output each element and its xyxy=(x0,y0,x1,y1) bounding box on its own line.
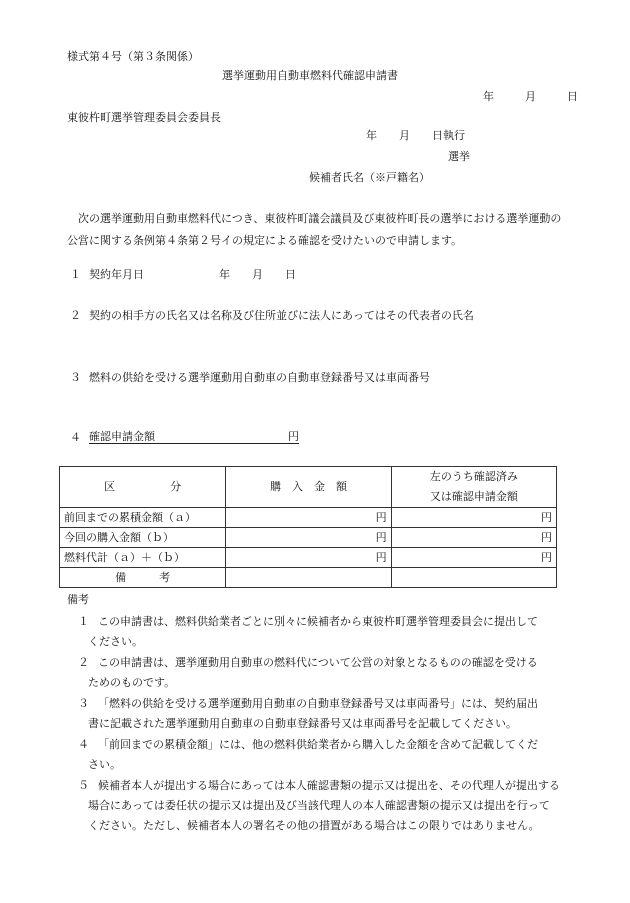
table-row xyxy=(60,528,557,548)
election-name: 選挙 xyxy=(448,150,470,163)
item-label: 確認申請金額 xyxy=(89,430,155,443)
item-number: ２ xyxy=(70,309,81,322)
note-text: 「燃料の供給を受ける選挙運動用自動車の自動車登録番号又は車両番号」には、契約届出 xyxy=(98,697,538,710)
confirmed-amount-cell: 円 xyxy=(391,528,556,548)
item-number: ４ xyxy=(70,430,81,444)
remarks-cell xyxy=(226,568,391,588)
item-label: 契約の相手方の氏名又は名称及び住所並びに法人にあってはその代表者の氏名 xyxy=(89,309,474,322)
confirmed-amount-cell: 円 xyxy=(391,548,556,568)
note-text: この申請書は、選挙運動用自動車の燃料代について公営の対象となるものの確認を受ける xyxy=(98,656,538,669)
table-header-row xyxy=(60,467,557,508)
confirmed-amount-cell: 円 xyxy=(391,508,556,528)
item-contract-party xyxy=(70,309,474,322)
note-text-cont: ください。ただし、候補者本人の署名その他の措置がある場合はこの限りではありません。 xyxy=(88,819,540,832)
note-text-cont: 書に記載された選挙運動用自動車の自動車登録番号又は車両番号を記載してください。 xyxy=(88,717,517,730)
header-category: 区 分 xyxy=(60,467,226,508)
note-text-cont: さい。 xyxy=(88,758,121,771)
purchase-amount-cell: 円 xyxy=(226,548,391,568)
row-label: 今回の購入金額（ｂ） xyxy=(60,528,226,548)
header-confirmed-amount xyxy=(391,467,556,508)
addressee: 東彼杵町選挙管理委員会委員長 xyxy=(67,111,221,124)
amount-underline xyxy=(89,430,299,444)
remarks-label: 備 考 xyxy=(60,568,226,588)
notes-title: 備考 xyxy=(67,593,89,606)
note-1 xyxy=(78,612,568,652)
note-text-cont: 場合にあっては委任状の提示又は提出及び当該代理人の本人確認書類の提示又は提出を行って xyxy=(88,799,550,812)
item-contract-date xyxy=(70,268,144,281)
note-number: ２ xyxy=(78,656,89,669)
note-4 xyxy=(78,735,568,775)
application-date xyxy=(483,90,578,103)
date-year: 年 xyxy=(483,90,494,103)
remarks-cell xyxy=(391,568,556,588)
notes-list xyxy=(78,612,568,837)
row-label: 燃料代計（ａ）＋（ｂ） xyxy=(60,548,226,568)
item-label: 契約年月日 xyxy=(89,268,144,281)
application-statement: 次の選挙運動用自動車燃料代につき、東彼杵町議会議員及び東彼杵町長の選挙における選挙運動の公営に関する条例第４条第２号イの規定による確認を受けたいので申請します。 xyxy=(67,212,562,247)
note-text-cont: ためのものです。 xyxy=(88,676,176,689)
note-text-cont: ください。 xyxy=(88,635,143,648)
election-date: 年 月 日執行 xyxy=(366,129,465,142)
header-confirmed-line1: 左のうち確認済み xyxy=(429,470,518,483)
header-purchase-amount: 購 入 金 額 xyxy=(226,467,391,508)
form-number: 様式第４号（第３条関係） xyxy=(67,50,199,63)
note-number: ３ xyxy=(78,697,89,710)
note-number: ４ xyxy=(78,738,89,751)
contract-date-field: 年 月 日 xyxy=(219,268,296,281)
item-vehicle-number xyxy=(70,371,430,384)
date-day: 日 xyxy=(567,90,578,103)
note-number: １ xyxy=(78,615,89,628)
table-row xyxy=(60,508,557,528)
purchase-amount-cell: 円 xyxy=(226,528,391,548)
amount-table xyxy=(59,466,557,588)
document-title: 選挙運動用自動車燃料代確認申請書 xyxy=(222,69,398,82)
note-number: ５ xyxy=(78,779,89,792)
table-row xyxy=(60,548,557,568)
item-requested-amount xyxy=(70,430,299,444)
item-number: ３ xyxy=(70,371,81,384)
amount-unit: 円 xyxy=(288,429,299,443)
note-5 xyxy=(78,776,568,836)
purchase-amount-cell: 円 xyxy=(226,508,391,528)
candidate-name-label: 候補者氏名（※戸籍名） xyxy=(309,171,430,184)
row-label: 前回までの累積金額（ａ） xyxy=(60,508,226,528)
item-number: １ xyxy=(70,268,81,281)
item-label: 燃料の供給を受ける選挙運動用自動車の自動車登録番号又は車両番号 xyxy=(89,371,430,384)
header-confirmed-line2: 又は確認申請金額 xyxy=(429,490,518,503)
note-text: 候補者本人が提出する場合にあっては本人確認書類の提示又は提出を、その代理人が提出する xyxy=(98,779,560,792)
note-3 xyxy=(78,694,568,734)
date-month: 月 xyxy=(525,90,536,103)
note-2 xyxy=(78,653,568,693)
note-text: 「前回までの累積金額」には、他の燃料供給業者から購入した金額を含めて記載してくだ xyxy=(98,738,538,751)
table-row-remarks xyxy=(60,568,557,588)
note-text: この申請書は、燃料供給業者ごとに別々に候補者から東彼杵町選挙管理委員会に提出して xyxy=(98,615,538,628)
